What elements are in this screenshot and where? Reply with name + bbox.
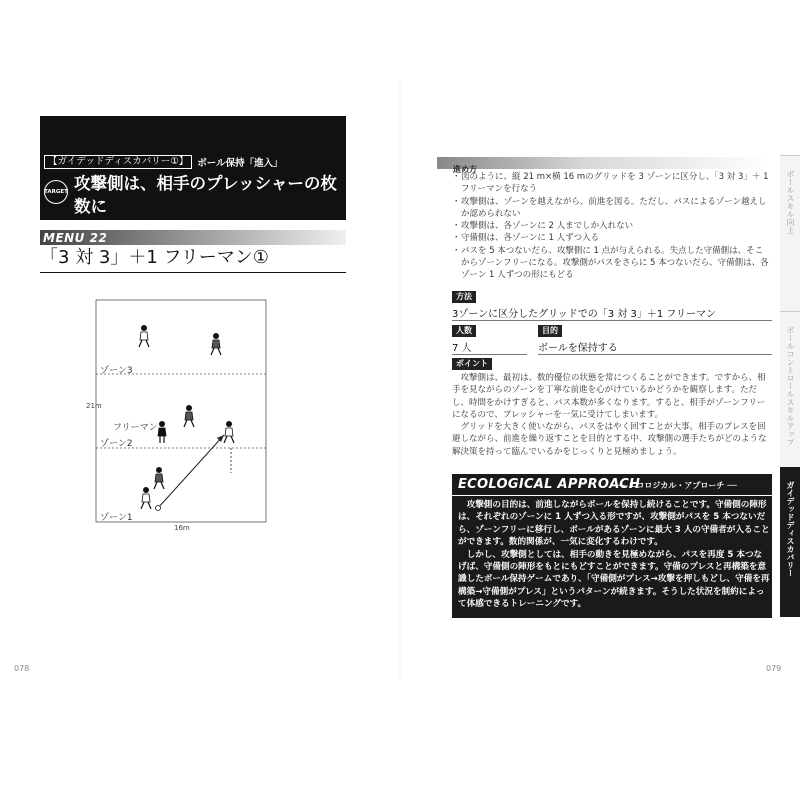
procedure-heading-label: 進め方 — [453, 165, 477, 174]
procedure-item: ・ 守備側は、各ゾーンに 1 人ずつ入る — [452, 232, 770, 244]
page-number-left: 078 — [14, 664, 30, 673]
pass-arrow-line — [158, 435, 224, 508]
side-tab-ball-control[interactable] — [780, 311, 800, 467]
training-grid-diagram — [86, 298, 276, 530]
book-gutter — [398, 80, 402, 680]
headline-line-1: 攻撃側は、相手のプレッシャーの枚数に — [74, 174, 337, 216]
side-tab-label: ボールコントロールスキルアップ — [786, 326, 795, 446]
procedure-item: ・ 図のように、縦 21 m×横 16 mのグリッドを 3 ゾーンに区分し、「3 対 3」＋ 1 フリーマンを行なう — [452, 171, 770, 196]
players-tag: 人数 — [452, 325, 476, 337]
player-freeman — [158, 421, 166, 443]
method-rule — [452, 320, 772, 321]
procedure-item: ・ パスを 5 本つないだら、攻撃側に 1 点が与えられる。失点した守備側は、そこからゾーンフリーになる。攻撃側がパスをさらに 5 本つないだら、守備側は、各ゾーン 1 人ずつの形にもどる — [452, 245, 770, 282]
category-tag — [44, 155, 283, 169]
menu-label: MENU 22 — [43, 231, 108, 245]
procedure-heading — [437, 157, 770, 174]
method-text: 3ゾーンに区分したグリッドでの「3 対 3」＋1 フリーマン — [452, 309, 716, 320]
procedure-list — [452, 171, 770, 282]
target-badge: TARGET — [44, 180, 68, 204]
side-tab-ball-skill[interactable] — [780, 155, 800, 311]
method-tag: 方法 — [452, 291, 476, 303]
zone-1-label: ゾーン1 — [100, 513, 133, 523]
player-defender-3 — [154, 467, 164, 489]
purpose-tag: 目的 — [538, 325, 562, 337]
eco-title: ECOLOGICAL APPROACH — [458, 477, 641, 492]
eco-subtitle: ── エコロジカル・アプローチ ── — [616, 481, 737, 490]
players-text: 7 人 — [452, 343, 472, 354]
width-label: 16m — [174, 524, 190, 532]
player-attacker-3 — [141, 487, 151, 509]
point-text — [452, 372, 772, 458]
eco-paragraph: 攻撃側の目的は、前進しながらボールを保持し続けることです。守備側の陣形は、それぞれのゾーンに 1 人ずつ入る形ですが、攻撃側がパスを 5 本つないだら、ゾーンフリーに移行し、ボールがあるゾーンに最大 3 人の守備者が入ることができます。数的関係が、一気に変化するわけです。 — [458, 500, 770, 548]
procedure-item: ・ 攻撃側は、ゾーンを越えながら、前進を図る。ただし、パスによるゾーン越えしか認められない — [452, 196, 770, 221]
eco-paragraph: しかし、攻撃側としては、相手の動きを見極めながら、パスを再度 5 本つなげば、守備側の陣形をもとにもどすことができます。守備のプレスと再構築を意識したボール保持ゲームであり、「守備側がプレス→攻撃を押しもどし、守備を再構築→守備側がプレス」というパターンが続きます。そうした状況を制約によって体感できるトレーニングです。 — [458, 549, 770, 610]
purpose-text: ボールを保持する — [538, 343, 618, 354]
zone-2-label: ゾーン2 — [100, 439, 133, 449]
side-tab-label: ボールスキル向上 — [786, 170, 795, 234]
grid-outline — [96, 300, 266, 522]
players-rule — [452, 354, 527, 355]
ball — [156, 506, 161, 511]
point-paragraph: グリッドを大きく使いながら、パスをはやく回すことが大事。相手のプレスを回避しながら、前進を繰り返すことを目的とする中、攻撃側の選手たちがどのような解決策を持って臨んでいるかをじっくりと見極めましょう。 — [452, 422, 767, 457]
freeman-label: フリーマン — [113, 423, 158, 433]
eco-text — [458, 499, 770, 611]
side-tab-label: ガイデッドディスカバリー — [786, 481, 795, 577]
zone-3-label: ゾーン3 — [100, 366, 133, 376]
player-attacker-2 — [224, 421, 234, 443]
player-attacker-1 — [139, 325, 149, 347]
side-tab-guided-discovery[interactable] — [780, 467, 800, 617]
height-label: 21m — [86, 402, 102, 410]
point-paragraph: 攻撃側は、最初は、数的優位の状態を常につくることができます。ですから、相手を見ながらのゾーンを丁寧な前進を心がけているかどうかを観察します。ただし、時間をかけすぎると、パス本数が多くなります。すると、相手がゾーンフリーになるので、プレッシャーを一気に受けてしまいます。 — [452, 373, 766, 420]
purpose-rule — [538, 354, 772, 355]
player-defender-2 — [184, 405, 194, 427]
player-defender-1 — [211, 333, 221, 355]
category-tag-label: 【ガイデッドディスカバリー①】 — [44, 155, 192, 169]
point-tag: ポイント — [452, 358, 492, 370]
page-number-right: 079 — [766, 664, 782, 673]
eco-divider — [452, 495, 772, 496]
menu-title: 「3 対 3」＋1 フリーマン① — [40, 246, 346, 273]
category-sub-label: ボール保持「進入」 — [197, 158, 283, 169]
procedure-item: ・ 攻撃側は、各ゾーンに 2 人までしか入れない — [452, 220, 770, 232]
